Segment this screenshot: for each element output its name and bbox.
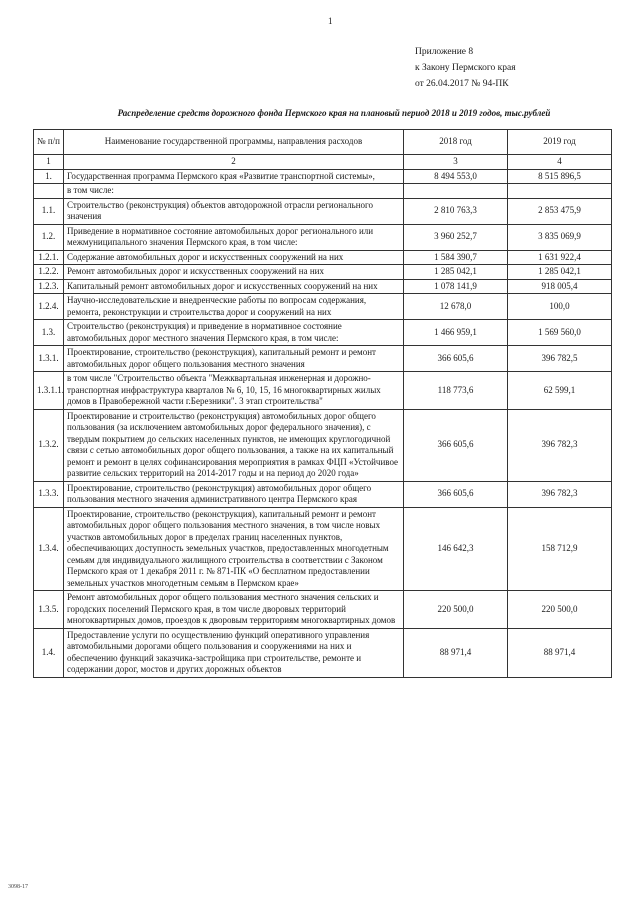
row-name: в том числе: (64, 184, 404, 199)
row-name: Строительство (реконструкция) и приведение в нормативное состояние автомобильных дорог местного значения Пермского края, в том числе: (64, 320, 404, 346)
value-2019: 62 599,1 (508, 372, 612, 410)
row-name: Капитальный ремонт автомобильных дорог и искусственных сооружений на них (64, 279, 404, 294)
table-row (34, 265, 612, 280)
footer-code: 3098-17 (8, 884, 28, 890)
table-row (34, 250, 612, 265)
table-row (34, 198, 612, 224)
page-number: 1 (328, 16, 333, 26)
row-number: 1.1. (34, 198, 64, 224)
value-2019: 3 835 069,9 (508, 224, 612, 250)
appendix-line-2: к Закону Пермского края (415, 63, 516, 73)
row-name: Государственная программа Пермского края «Развитие транспортной системы», (64, 169, 404, 184)
row-name: Ремонт автомобильных дорог и искусственных сооружений на них (64, 265, 404, 280)
value-2019: 1 569 560,0 (508, 320, 612, 346)
value-2019: 396 782,5 (508, 346, 612, 372)
header-2019: 2019 год (508, 130, 612, 155)
row-name: Содержание автомобильных дорог и искусственных сооружений на них (64, 250, 404, 265)
value-2018: 118 773,6 (404, 372, 508, 410)
table-row (34, 169, 612, 184)
value-2018: 1 078 141,9 (404, 279, 508, 294)
budget-table (33, 129, 612, 678)
row-number: 1.3.4. (34, 507, 64, 591)
row-number: 1.3.1.1. (34, 372, 64, 410)
value-2019: 1 631 922,4 (508, 250, 612, 265)
header-num: № п/п (34, 130, 64, 155)
row-number: 1.3.3. (34, 481, 64, 507)
row-number: 1.3.2. (34, 409, 64, 481)
value-2019 (508, 184, 612, 199)
header-2018: 2018 год (404, 130, 508, 155)
header-name: Наименование государственной программы, направления расходов (64, 130, 404, 155)
row-number: 1.3. (34, 320, 64, 346)
row-number: 1.3.1. (34, 346, 64, 372)
row-name: Строительство (реконструкция) объектов автодорожной отрасли регионального значения (64, 198, 404, 224)
value-2018: 366 605,6 (404, 346, 508, 372)
value-2018: 366 605,6 (404, 409, 508, 481)
row-name: Ремонт автомобильных дорог общего пользования местного значения сельских и городских поселений Пермского края, в том числе дворовых территорий многоквартирных домов, проездов к дворовым территориям многоквартирных домов (64, 591, 404, 629)
value-2019: 396 782,3 (508, 481, 612, 507)
table-row (34, 372, 612, 410)
row-name: Приведение в нормативное состояние автомобильных дорог регионального или межмуниципального значения Пермского края, в том числе: (64, 224, 404, 250)
value-2018: 1 466 959,1 (404, 320, 508, 346)
row-name: Проектирование и строительство (реконструкция) автомобильных дорог общего пользования (за исключением автомобильных дорог федерального значения), с твердым покрытием до сельских населенных пунктов, не имеющих круглогодичной связи с сетью автомобильных дорог общего пользования, а также на их капитальный ремонт и ремонт в целях софинансирования мероприятия в рамках ФЦП «Устойчивое развитие сельских территорий на 2014-2017 годы и на период до 2020 года» (64, 409, 404, 481)
row-name: в том числе "Строительство объекта "Межквартальная инженерная и дорожно-транспортная инфраструктура кварталов № 6, 10, 15, 16 многоквартирных жилых домов в Правобережной части г.Березники". 3 этап строительства" (64, 372, 404, 410)
row-number: 1.2.1. (34, 250, 64, 265)
value-2019: 1 285 042,1 (508, 265, 612, 280)
row-number: 1.2.4. (34, 294, 64, 320)
row-number: 1.2.3. (34, 279, 64, 294)
row-number: 1. (34, 169, 64, 184)
table-body (34, 169, 612, 677)
index-cell: 2 (64, 155, 404, 170)
table-row (34, 184, 612, 199)
row-number: 1.3.5. (34, 591, 64, 629)
row-name: Проектирование, строительство (реконструкция), капитальный ремонт и ремонт автомобильных дорог общего пользования местного значения, в том числе новых участков автомобильных дорог в пределах границ населенных пунктов, обеспечивающих доступность земельных участков, предоставленных многодетным семьям для индивидуального жилищного строительства в соответствии с Законом Пермского края от 1 декабря 2011 г. № 871-ПК «О бесплатном предоставлении земельных участков многодетным семьям в Пермском крае» (64, 507, 404, 591)
table-row (34, 346, 612, 372)
table-row (34, 628, 612, 677)
row-name: Предоставление услуги по осуществлению функций оперативного управления автомобильными дорогами общего пользования и сооружениями на них и обеспечению функций заказчика-застройщика при строительстве, ремонте и содержании дорог, мостов и других дорожных объектов (64, 628, 404, 677)
table-row (34, 507, 612, 591)
table-row (34, 294, 612, 320)
row-name: Научно-исследовательские и внедренческие работы по вопросам содержания, ремонта, реконструкции и строительства дорог и сооружений на них (64, 294, 404, 320)
table-row (34, 224, 612, 250)
value-2018: 1 584 390,7 (404, 250, 508, 265)
value-2019: 158 712,9 (508, 507, 612, 591)
table-row (34, 279, 612, 294)
value-2019: 2 853 475,9 (508, 198, 612, 224)
value-2019: 220 500,0 (508, 591, 612, 629)
value-2018: 88 971,4 (404, 628, 508, 677)
row-number: 1.4. (34, 628, 64, 677)
value-2019: 918 005,4 (508, 279, 612, 294)
value-2019: 8 515 896,5 (508, 169, 612, 184)
value-2018 (404, 184, 508, 199)
row-number: 1.2.2. (34, 265, 64, 280)
table-row (34, 591, 612, 629)
index-cell: 1 (34, 155, 64, 170)
row-number: 1.2. (34, 224, 64, 250)
value-2018: 220 500,0 (404, 591, 508, 629)
row-name: Проектирование, строительство (реконструкция), капитальный ремонт и ремонт автомобильных дорог общего пользования местного значения (64, 346, 404, 372)
table-index-row (34, 155, 612, 170)
value-2019: 100,0 (508, 294, 612, 320)
table-row (34, 481, 612, 507)
index-cell: 4 (508, 155, 612, 170)
value-2018: 12 678,0 (404, 294, 508, 320)
index-cell: 3 (404, 155, 508, 170)
document-title: Распределение средств дорожного фонда Пермского края на плановый период 2018 и 2019 годов, тыс.рублей (117, 108, 551, 118)
value-2018: 8 494 553,0 (404, 169, 508, 184)
table-row (34, 409, 612, 481)
row-number (34, 184, 64, 199)
value-2018: 3 960 252,7 (404, 224, 508, 250)
value-2019: 396 782,3 (508, 409, 612, 481)
appendix-line-3: от 26.04.2017 № 94-ПК (415, 79, 509, 89)
appendix-header (415, 44, 516, 92)
table-header-row (34, 130, 612, 155)
row-name: Проектирование, строительство (реконструкция) автомобильных дорог общего пользования местного значения административного центра Пермского края (64, 481, 404, 507)
table-row (34, 320, 612, 346)
value-2018: 366 605,6 (404, 481, 508, 507)
value-2018: 1 285 042,1 (404, 265, 508, 280)
appendix-line-1: Приложение 8 (415, 47, 474, 57)
value-2019: 88 971,4 (508, 628, 612, 677)
value-2018: 146 642,3 (404, 507, 508, 591)
value-2018: 2 810 763,3 (404, 198, 508, 224)
